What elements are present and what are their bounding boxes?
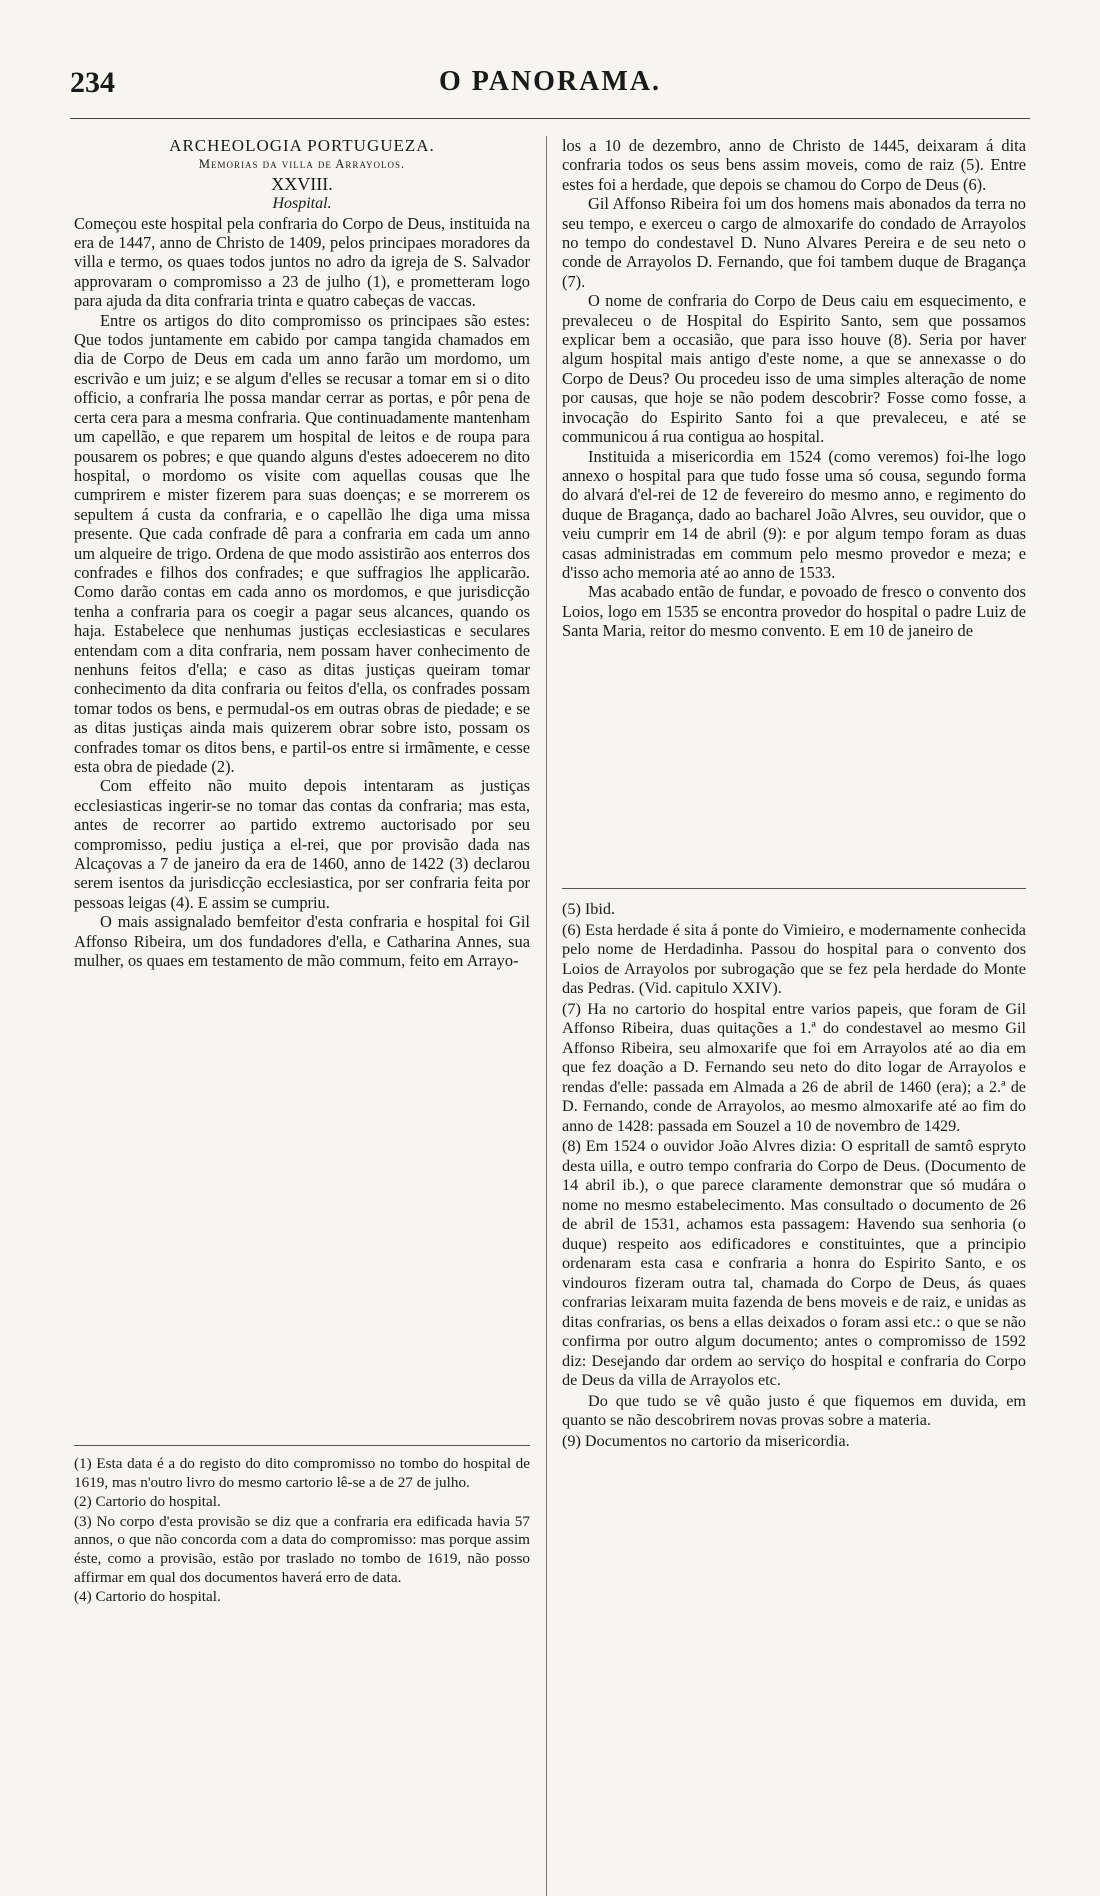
footnote: (9) Documentos no cartorio da misericordia.	[562, 1431, 850, 1450]
left-column	[74, 136, 530, 970]
chapter-topic: Hospital.	[272, 195, 332, 213]
paragraph: Gil Affonso Ribeira foi um dos homens mais abonados da terra no seu tempo, e exerceu o cargo de almoxarife do condado de Arrayolos no tempo do condestavel D. Nuno Alvares Pereira e de seu neto o conde de Arrayolos D. Fernando, que foi tambem duque de Bragança (7).	[562, 194, 1026, 291]
paragraph: O nome de confraria do Corpo de Deus caiu em esquecimento, e prevaleceu o de Hospital do Espirito Santo, sem que possamos explicar bem a occasião, que para isso houve (8). Seria por haver algum hospital mais antigo d'este nome, a que se annexasse o do Corpo de Deus? Ou procedeu isso de uma simples alteração de nome por causas, que hoje se não podem descobrir? Fosse como fosse, a invocação do Espirito Santo foi a que prevaleceu, e até se communicou á rua contigua ao hospital.	[562, 291, 1026, 447]
paragraph: Mas acabado então de fundar, e povoado de fresco o convento dos Loios, logo em 1535 se encontra provedor do hospital o padre Luiz de Santa Maria, reitor do mesmo convento. E em 10 de janeiro de	[562, 582, 1026, 641]
footnote: (7) Ha no cartorio do hospital entre varios papeis, que foram de Gil Affonso Ribeira, duas quitações a 1.ª do condestavel ao mesmo Gil Affonso Ribeira, seu almoxarife que foi em Arrayolos até ao dia em que fez doação a D. Fernando seu neto do dito logar de Arrayolos e rendas d'elle: passada em Almada a 26 de abril de 1460 (era); a 2.ª de D. Fernando, conde de Arrayolos, ao mesmo almoxarife até ao fim do anno de 1428: passada em Souzel a 10 de novembro de 1429.	[562, 999, 1026, 1135]
footnote: (4) Cartorio do hospital.	[74, 1588, 221, 1606]
footnote: Do que tudo se vê quão justo é que fiquemos em duvida, em quanto se não descobrirem novas provas sobre a materia.	[562, 1391, 1026, 1429]
section-heading: ARCHEOLOGIA PORTUGUEZA.	[169, 136, 435, 155]
chapter-number: XXVIII.	[271, 173, 333, 194]
footnote-rule	[74, 1445, 530, 1446]
running-title: O PANORAMA.	[438, 66, 662, 97]
subsection-heading: Memorias da villa de Arrayolos.	[198, 157, 406, 172]
paragraph: O mais assignalado bemfeitor d'esta confraria e hospital foi Gil Affonso Ribeira, um dos fundadores d'ella, e Catharina Annes, sua mulher, os quaes em testamento de mão commum, feito em Arrayo-	[74, 912, 530, 971]
column-divider	[546, 136, 547, 1896]
footnotes-left	[74, 1455, 530, 1608]
footnote: (3) No corpo d'esta provisão se diz que a confraria era edificada havia 57 annos, o que não concorda com a data do compromisso: mas porque assim éste, como a provisão, estão por traslado no tombo de 1619, não posso affirmar em qual dos documentos haverá erro de data.	[74, 1512, 530, 1586]
footnote: (2) Cartorio do hospital.	[74, 1493, 221, 1511]
page-header	[70, 66, 1030, 114]
header-rule	[70, 118, 1030, 119]
footnotes-right	[562, 900, 1026, 1452]
footnote: (6) Esta herdade é sita á ponte do Vimieiro, e modernamente conhecida pelo nome de Herdadinha. Passou do hospital para o convento dos Loios de Arrayolos por subrogação que se fez pela herdade do Monte das Pedras. (Vid. capitulo XXIV).	[562, 920, 1026, 997]
paragraph: Com effeito não muito depois intentaram as justiças ecclesiasticas ingerir-se no tomar das contas da confraria; mas esta, antes de recorrer ao partido extremo auctorisado por seu compromisso, pediu justiça a el-rei, que por provisão dada nas Alcaçovas a 7 de janeiro da era de 1460, anno de 1422 (3) declarou serem isentos da jurisdicção ecclesiastica, por ser confraria feita por pessoas leigas (4). E assim se cumpriu.	[74, 776, 530, 912]
paragraph: Começou este hospital pela confraria do Corpo de Deus, instituida na era de 1447, anno de Christo de 1409, pelos principaes moradores da villa e termo, os quaes todos juntos no adro da igreja de S. Salvador approvaram o compromisso a 23 de julho (1), e prometteram logo para ajuda da dita confraria trinta e quatro cabeças de vaccas.	[74, 213, 530, 311]
footnote: (5) Ibid.	[562, 900, 616, 918]
paragraph: Instituida a misericordia em 1524 (como veremos) foi-lhe logo annexo o hospital para que tudo fosse uma só cousa, segundo forma do alvará d'el-rei de 12 de fevereiro do mesmo anno, e regimento do duque de Bragança, dado ao bacharel João Alvres, seu ouvidor, que o veiu cumprir em 14 de abril (9): e por algum tempo foram as duas casas administradas em commum pelo mesmo provedor e meza; e d'isso acho memoria até ao anno de 1533.	[562, 446, 1026, 582]
paragraph: Entre os artigos do dito compromisso os principaes são estes: Que todos juntamente em cabido por campa tangida chamados em dia de Corpo de Deus em cada um anno farão um mordomo, um escrivão e um juiz; e se algum d'elles se recusar a tomar em si o dito officio, a confraria lhe possa mandar cerrar as portas, e pôr pena de certa cera para a mesma confraria. Que continuadamente mantenham um capellão, e que reparem um hospital de leitos e de roupa para pousarem os pobres; e que quando alguns d'estes adoecerem no dito hospital, o mordomo os visite com aquellas cousas que lhe cumprirem e mister fizerem para suas doenças; e se morrerem os sepultem á custa da confraria, e o capellão lhe diga uma missa presente. Que cada confrade dê para a confraria em cada um anno um alqueire de trigo. Ordena de que modo assistirão aos enterros dos confrades e filhos dos confrades; e que suffragios lhe applicarão. Como darão contas em cada anno os mordomos, e que jurisdicção tenha a confraria para os coegir a pagar seus alcances, quando os haja. Estabelece que nenhumas justiças ecclesiasticas e seculares entendam com a dita confraria, nem possam haver conhecimento de nenhuns feitos d'ella; e caso as ditas justiças queiram tomar conhecimento da dita confraria ou feitos d'ella, os confrades possam tomar todos os bens, e permudal-os em outras obras de piedade; e se as ditas justiças ainda mais quizerem obrar sobre isto, possam os confrades tomar os ditos bens, e partil-os entre si irmãmente, e cesse esta obra de piedade (2).	[74, 310, 530, 776]
footnote: (8) Em 1524 o ouvidor João Alvres dizia: O espritall de samtô espryto desta uilla, e outro tempo confraria do Corpo de Deus. (Documento de 14 abril ib.), o que parece claramente demonstrar que só mudára o nome no mesmo estabelecimento. Mas consultado o documento de 26 de abril de 1531, achamos esta passagem: Havendo sua senhoria (o duque) respeito aos edificadores e constituintes, que a principio ordenaram esta casa e confraria a honra do Espirito Santo, e os vindouros fizeram outra tal, chamada do Corpo de Deus, ás quaes confrarias leixaram muita fazenda de bens moveis e de raiz, e unidas as ditas confrarias, os bens a ellas deixados o foram assi etc.: o que se não confirma por outro algum documento; antes o compromisso de 1592 diz: Desejando dar ordem ao serviço do hospital e confraria do Corpo de Deus da villa de Arrayolos etc.	[562, 1137, 1026, 1389]
footnote: (1) Esta data é a do registo do dito compromisso no tombo do hospital de 1619, mas n'outro livro do mesmo cartorio lê-se a de 27 de julho.	[74, 1455, 530, 1491]
paragraph: los a 10 de dezembro, anno de Christo de 1445, deixaram á dita confraria todos os seus bens assim moveis, como de raiz (5). Entre estes foi a herdade, que depois se chamou do Corpo de Deus (6).	[562, 136, 1026, 194]
footnote-rule	[562, 888, 1026, 889]
right-column	[562, 136, 1026, 641]
page-number: 234	[70, 66, 115, 99]
